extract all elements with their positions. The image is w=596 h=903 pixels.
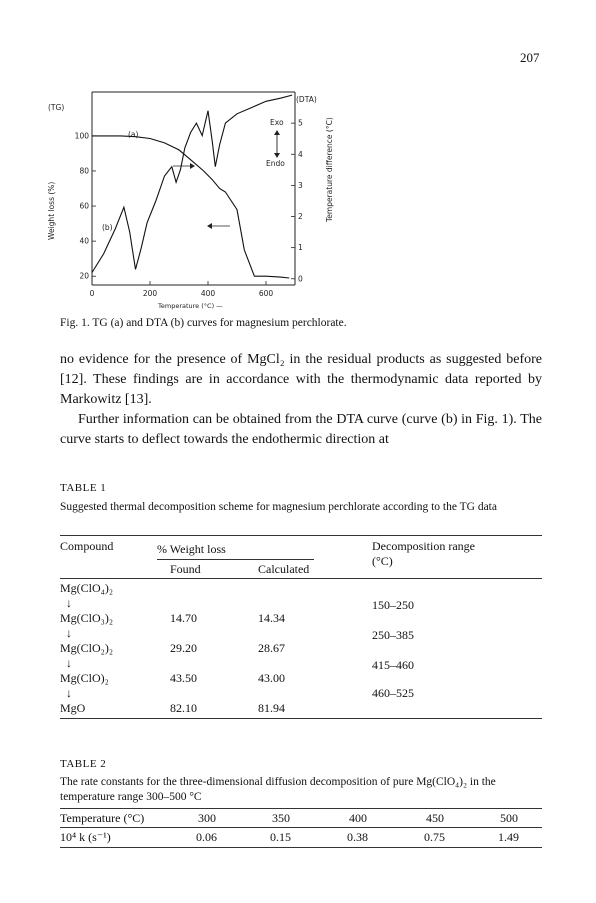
table1-label: TABLE 1 <box>60 482 107 494</box>
range-1: 150–250 <box>372 598 414 612</box>
range-2: 250–385 <box>372 628 414 642</box>
right-tick-label: 4 <box>298 149 303 159</box>
found-5: 82.10 <box>170 701 197 715</box>
endo-arrow-head <box>274 153 280 158</box>
dta-curve-b <box>92 95 292 272</box>
compound-2: Mg(ClO₃)₂ <box>60 611 114 625</box>
temperature-5: 500 <box>500 811 518 825</box>
table1-top-rule <box>60 535 542 536</box>
tg-curve-a <box>92 136 289 278</box>
right-axis-title: Temperature difference (°C) <box>325 117 334 222</box>
k-value-4: 0.75 <box>424 830 445 844</box>
found-2: 14.70 <box>170 611 197 625</box>
compound-3: Mg(ClO₂)₂ <box>60 641 114 655</box>
table2-top-rule <box>60 808 542 809</box>
right-tick-label: 3 <box>298 180 303 190</box>
calculated-5: 81.94 <box>258 701 285 715</box>
body-text <box>60 350 542 450</box>
figure-caption: Fig. 1. TG (a) and DTA (b) curves for magnesium perchlorate. <box>60 317 347 329</box>
curve-b-pointer-head <box>207 223 212 229</box>
left-tick-label: 20 <box>79 271 89 281</box>
temperature-3: 400 <box>349 811 367 825</box>
x-tick-label: 0 <box>89 289 95 298</box>
temperature-2: 350 <box>272 811 290 825</box>
x-tick-label: 200 <box>142 289 158 298</box>
range-3: 415–460 <box>372 658 414 672</box>
left-tick-label: 60 <box>79 201 89 211</box>
left-tick-label: 100 <box>74 131 89 141</box>
page-number: 207 <box>520 50 540 65</box>
x-tick-label: 600 <box>258 289 274 298</box>
right-tick-label: 1 <box>298 243 303 253</box>
found-3: 29.20 <box>170 641 197 655</box>
right-tick-label: 5 <box>298 118 303 128</box>
compound-4: Mg(ClO)₂ <box>60 671 109 685</box>
curve-a-pointer-head <box>190 163 195 169</box>
calculated-2: 14.34 <box>258 611 285 625</box>
table2-header-rule <box>60 827 542 828</box>
table1-caption: Suggested thermal decomposition scheme for magnesium perchlorate according to the TG data <box>60 501 497 513</box>
left-tick-label: 80 <box>79 166 89 176</box>
right-tick-label: 2 <box>298 212 303 222</box>
calculated-4: 43.00 <box>258 671 285 685</box>
left-tick-label: 40 <box>79 236 89 246</box>
table2-row-label-k: 10⁴ k (s⁻¹) <box>60 830 111 844</box>
table1-header-weight-loss: % Weight loss <box>157 542 226 556</box>
table1-header-rule <box>60 578 542 579</box>
paragraph: no evidence for the presence of MgCl₂ in the residual products as suggested before [12]. These findings are in accordance with the thermodynamic data reported by Markowitz [13]. <box>60 352 542 407</box>
table1-header-found: Found <box>170 562 201 576</box>
temperature-1: 300 <box>198 811 216 825</box>
table1-bottom-rule <box>60 718 542 719</box>
found-4: 43.50 <box>170 671 197 685</box>
left-axis-title: Weight loss (%) <box>47 181 56 240</box>
table1-header-range: Decomposition range <box>372 539 475 553</box>
left-axis-label: (TG) <box>48 103 65 112</box>
table1-subheader-rule <box>157 559 314 560</box>
right-tick-label: 0 <box>298 274 303 284</box>
tg-dta-figure <box>40 80 340 315</box>
endo-label: Endo <box>266 159 285 168</box>
k-value-2: 0.15 <box>270 830 291 844</box>
x-axis-title: Temperature (°C) — <box>158 302 223 310</box>
compound-1: Mg(ClO₄)₂ <box>60 581 114 595</box>
table1-header-range-unit: (°C) <box>372 554 393 568</box>
range-4: 460–525 <box>372 686 414 700</box>
temperature-4: 450 <box>426 811 444 825</box>
table2-caption: The rate constants for the three-dimensional diffusion decomposition of pure Mg(ClO₄)₂ in the temperature range 300–500 °C <box>60 776 496 803</box>
paragraph: Further information can be obtained from the DTA curve (curve (b) in Fig. 1). The curve starts to deflect towards the endothermic direction at <box>60 412 542 447</box>
arrow-1: ↓ <box>66 596 72 610</box>
x-tick-label: 400 <box>200 289 216 298</box>
arrow-3: ↓ <box>66 656 72 670</box>
exo-arrow-head <box>274 130 280 135</box>
table2-bottom-rule <box>60 847 542 848</box>
table2-row-label-temperature: Temperature (°C) <box>60 811 145 825</box>
right-axis-label: (DTA) <box>296 95 317 104</box>
compound-5: MgO <box>60 701 86 715</box>
arrow-2: ↓ <box>66 626 72 640</box>
calculated-3: 28.67 <box>258 641 285 655</box>
exo-label: Exo <box>270 118 284 127</box>
k-value-5: 1.49 <box>498 830 519 844</box>
k-value-3: 0.38 <box>347 830 368 844</box>
table1-header-compound: Compound <box>60 539 114 553</box>
table2-label: TABLE 2 <box>60 758 107 770</box>
table1-header-calculated: Calculated <box>258 562 310 576</box>
curve-b-label: (b) <box>102 223 113 232</box>
arrow-4: ↓ <box>66 686 72 700</box>
curve-a-label: (a) <box>128 130 139 139</box>
k-value-1: 0.06 <box>196 830 217 844</box>
